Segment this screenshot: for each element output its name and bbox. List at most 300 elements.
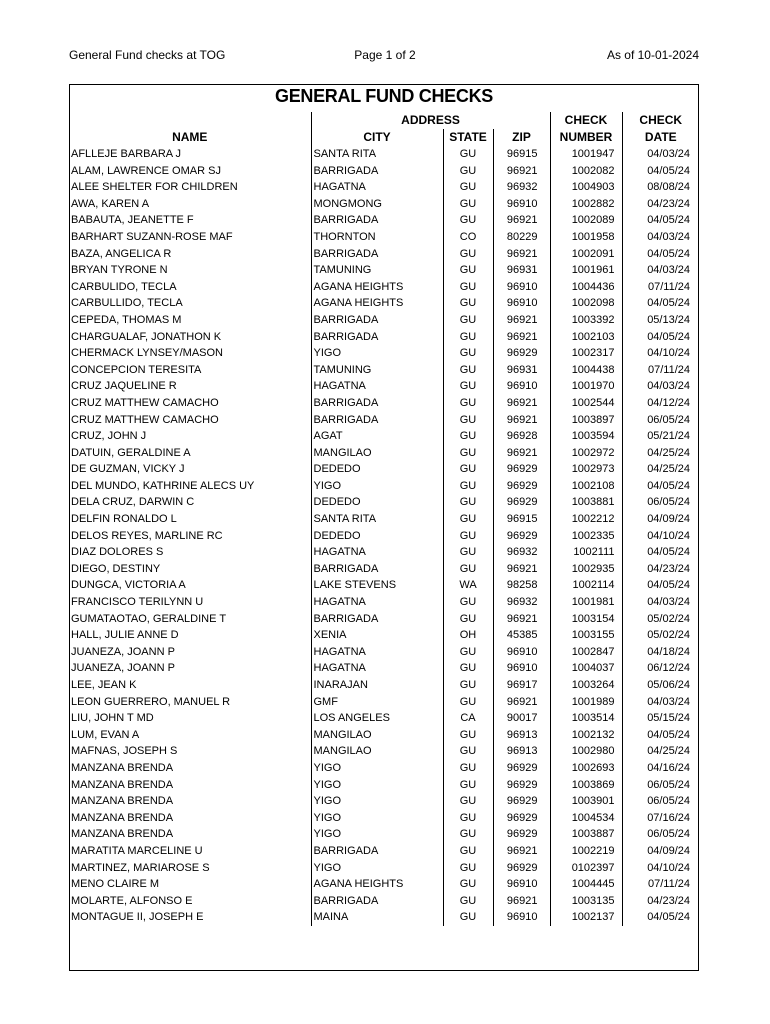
cell-zip: 96921 [493, 329, 550, 346]
cell-check-date: 06/05/24 [622, 777, 699, 794]
cell-zip: 96929 [493, 777, 550, 794]
cell-state: GU [443, 561, 493, 578]
table-row [69, 677, 699, 694]
cell-state: OH [443, 627, 493, 644]
header-blank [69, 112, 311, 129]
cell-check-date: 04/25/24 [622, 445, 699, 462]
cell-state: GU [443, 760, 493, 777]
cell-state: GU [443, 246, 493, 263]
cell-zip: 96913 [493, 743, 550, 760]
cell-zip: 96910 [493, 295, 550, 312]
cell-name: DELOS REYES, MARLINE RC [71, 529, 223, 542]
cell-zip: 96929 [493, 494, 550, 511]
cell-check-date: 06/05/24 [622, 412, 699, 429]
cell-zip: 96931 [493, 262, 550, 279]
cell-city: AGANA HEIGHTS [311, 279, 443, 296]
cell-city: LAKE STEVENS [311, 577, 443, 594]
table-row [69, 843, 699, 860]
table-row [69, 461, 699, 478]
cell-zip: 96929 [493, 810, 550, 827]
cell-check-number: 1002082 [550, 163, 622, 180]
cell-check-date: 07/11/24 [622, 279, 699, 296]
table-row [69, 627, 699, 644]
cell-city: HAGATNA [311, 660, 443, 677]
header-zip: ZIP [493, 129, 550, 146]
cell-check-number: 1003264 [550, 677, 622, 694]
cell-city: BARRIGADA [311, 395, 443, 412]
cell-city: AGANA HEIGHTS [311, 295, 443, 312]
cell-check-date: 04/03/24 [622, 378, 699, 395]
cell-check-number: 1003155 [550, 627, 622, 644]
cell-check-number: 1004438 [550, 362, 622, 379]
cell-check-number: 1002317 [550, 345, 622, 362]
cell-check-number: 1001961 [550, 262, 622, 279]
cell-zip: 96910 [493, 196, 550, 213]
cell-check-number: 1004534 [550, 810, 622, 827]
cell-zip: 96921 [493, 694, 550, 711]
cell-state: GU [443, 494, 493, 511]
table-row [69, 743, 699, 760]
table-row [69, 561, 699, 578]
header-city: CITY [311, 129, 443, 146]
table-row [69, 511, 699, 528]
cell-zip: 96921 [493, 312, 550, 329]
cell-zip: 96921 [493, 212, 550, 229]
cell-city: MONGMONG [311, 196, 443, 213]
cell-zip: 96915 [493, 146, 550, 163]
header-check-date-top: CHECK [622, 112, 699, 129]
cell-check-date: 04/23/24 [622, 561, 699, 578]
cell-state: GU [443, 212, 493, 229]
cell-zip: 96921 [493, 395, 550, 412]
cell-zip: 96921 [493, 412, 550, 429]
cell-check-date: 04/05/24 [622, 544, 699, 561]
header-report-name: General Fund checks at TOG [69, 48, 226, 62]
cell-check-date: 05/02/24 [622, 611, 699, 628]
cell-city: BARRIGADA [311, 312, 443, 329]
cell-city: BARRIGADA [311, 163, 443, 180]
cell-name: LUM, EVAN A [71, 728, 140, 741]
cell-zip: 96921 [493, 611, 550, 628]
cell-check-date: 07/11/24 [622, 876, 699, 893]
cell-check-date: 04/16/24 [622, 760, 699, 777]
cell-check-number: 1002935 [550, 561, 622, 578]
table-body [69, 146, 699, 926]
table-row [69, 826, 699, 843]
cell-state: GU [443, 511, 493, 528]
cell-city: YIGO [311, 793, 443, 810]
cell-zip: 96921 [493, 246, 550, 263]
cell-check-date: 04/10/24 [622, 528, 699, 545]
table-row [69, 860, 699, 877]
cell-name: DEL MUNDO, KATHRINE ALECS UY [71, 479, 255, 492]
cell-city: DEDEDO [311, 461, 443, 478]
cell-name: LEE, JEAN K [71, 679, 137, 691]
cell-name: CHARGUALAF, JONATHON K [71, 330, 222, 343]
cell-check-date: 04/18/24 [622, 644, 699, 661]
cell-city: XENIA [311, 627, 443, 644]
header-check-number-top: CHECK [550, 112, 622, 129]
cell-check-date: 05/02/24 [622, 627, 699, 644]
cell-state: GU [443, 644, 493, 661]
header-name: NAME [172, 130, 208, 144]
cell-name: DIEGO, DESTINY [71, 562, 161, 575]
cell-state: GU [443, 793, 493, 810]
table-row [69, 793, 699, 810]
cell-zip: 96929 [493, 461, 550, 478]
cell-check-number: 1002335 [550, 528, 622, 545]
table-row [69, 594, 699, 611]
cell-state: GU [443, 826, 493, 843]
table-row [69, 893, 699, 910]
cell-name: CHERMACK LYNSEY/MASON [71, 347, 223, 360]
cell-state: GU [443, 893, 493, 910]
cell-state: CA [443, 710, 493, 727]
cell-check-date: 04/03/24 [622, 594, 699, 611]
cell-name: GUMATAOTAO, GERALDINE T [71, 612, 227, 625]
cell-zip: 96932 [493, 594, 550, 611]
cell-name: HALL, JULIE ANNE D [71, 629, 179, 642]
cell-name: MAFNAS, JOSEPH S [71, 745, 178, 758]
table-header-row-2 [69, 129, 699, 146]
cell-check-date: 04/25/24 [622, 461, 699, 478]
cell-check-number: 1002108 [550, 478, 622, 495]
cell-check-date: 04/03/24 [622, 146, 699, 163]
cell-check-date: 05/13/24 [622, 312, 699, 329]
cell-name: MENO CLAIRE M [71, 878, 160, 891]
cell-state: GU [443, 179, 493, 196]
cell-name: MOLARTE, ALFONSO E [71, 894, 193, 907]
cell-state: GU [443, 362, 493, 379]
cell-check-number: 1002972 [550, 445, 622, 462]
cell-name: ALAM, LAWRENCE OMAR SJ [71, 164, 221, 177]
cell-city: GMF [311, 694, 443, 711]
cell-check-number: 1002114 [550, 577, 622, 594]
table-row [69, 644, 699, 661]
cell-state: GU [443, 843, 493, 860]
table-row [69, 445, 699, 462]
cell-check-number: 1001947 [550, 146, 622, 163]
table-row [69, 378, 699, 395]
cell-state: GU [443, 478, 493, 495]
cell-name: MARATITA MARCELINE U [71, 844, 203, 857]
cell-name: CARBULIDO, TECLA [71, 280, 177, 293]
cell-check-date: 04/03/24 [622, 229, 699, 246]
cell-city: DEDEDO [311, 494, 443, 511]
cell-name: MANZANA BRENDA [71, 761, 174, 774]
cell-name: JUANEZA, JOANN P [71, 662, 175, 675]
cell-city: BARRIGADA [311, 843, 443, 860]
cell-check-number: 1004445 [550, 876, 622, 893]
cell-state: GU [443, 196, 493, 213]
cell-state: GU [443, 262, 493, 279]
cell-name: BABAUTA, JEANETTE F [71, 214, 194, 227]
cell-check-date: 04/12/24 [622, 395, 699, 412]
cell-check-date: 04/05/24 [622, 909, 699, 926]
cell-check-number: 1002973 [550, 461, 622, 478]
cell-zip: 96910 [493, 644, 550, 661]
cell-city: YIGO [311, 345, 443, 362]
cell-name: CONCEPCION TERESITA [71, 363, 202, 376]
cell-name: CRUZ MATTHEW CAMACHO [71, 396, 219, 409]
cell-name: DUNGCA, VICTORIA A [71, 579, 186, 592]
cell-state: GU [443, 727, 493, 744]
cell-check-number: 1003887 [550, 826, 622, 843]
cell-state: GU [443, 694, 493, 711]
cell-name: LEON GUERRERO, MANUEL R [71, 695, 231, 708]
cell-name: CRUZ JAQUELINE R [71, 380, 177, 393]
cell-city: MANGILAO [311, 743, 443, 760]
header-date: DATE [622, 129, 699, 146]
table-row [69, 196, 699, 213]
cell-city: TAMUNING [311, 362, 443, 379]
cell-name: CRUZ, JOHN J [71, 430, 147, 443]
checks-table [69, 112, 699, 926]
cell-zip: 96929 [493, 826, 550, 843]
cell-city: MANGILAO [311, 445, 443, 462]
table-row [69, 528, 699, 545]
cell-check-number: 1003897 [550, 412, 622, 429]
cell-zip: 96910 [493, 378, 550, 395]
cell-city: BARRIGADA [311, 246, 443, 263]
cell-check-date: 05/06/24 [622, 677, 699, 694]
cell-check-number: 1002219 [550, 843, 622, 860]
cell-state: GU [443, 428, 493, 445]
cell-zip: 98258 [493, 577, 550, 594]
cell-check-date: 06/05/24 [622, 826, 699, 843]
cell-check-date: 04/05/24 [622, 478, 699, 495]
cell-name: AWA, KAREN A [71, 197, 150, 210]
cell-name: DIAZ DOLORES S [71, 546, 164, 559]
cell-check-number: 1004903 [550, 179, 622, 196]
cell-check-number: 1003154 [550, 611, 622, 628]
cell-zip: 96929 [493, 860, 550, 877]
cell-check-number: 1003594 [550, 428, 622, 445]
cell-check-number: 1002111 [550, 544, 622, 561]
cell-check-date: 04/09/24 [622, 843, 699, 860]
cell-zip: 96932 [493, 544, 550, 561]
cell-zip: 96921 [493, 893, 550, 910]
cell-zip: 96929 [493, 345, 550, 362]
header-address: ADDRESS [311, 112, 550, 129]
cell-city: HAGATNA [311, 594, 443, 611]
cell-check-number: 1001989 [550, 694, 622, 711]
cell-city: BARRIGADA [311, 561, 443, 578]
cell-zip: 96917 [493, 677, 550, 694]
cell-name: MANZANA BRENDA [71, 795, 174, 808]
cell-zip: 45385 [493, 627, 550, 644]
table-row [69, 544, 699, 561]
cell-state: GU [443, 378, 493, 395]
cell-state: GU [443, 295, 493, 312]
table-row [69, 146, 699, 163]
cell-check-number: 1002091 [550, 246, 622, 263]
cell-state: GU [443, 412, 493, 429]
cell-check-date: 04/05/24 [622, 577, 699, 594]
table-row [69, 329, 699, 346]
cell-city: LOS ANGELES [311, 710, 443, 727]
cell-check-date: 04/09/24 [622, 511, 699, 528]
cell-city: DEDEDO [311, 528, 443, 545]
table-row [69, 611, 699, 628]
page-title: GENERAL FUND CHECKS [275, 86, 493, 106]
cell-check-number: 1003881 [550, 494, 622, 511]
cell-name: DE GUZMAN, VICKY J [71, 463, 185, 476]
table-header-row-1 [69, 112, 699, 129]
cell-name: MANZANA BRENDA [71, 778, 174, 791]
cell-state: GU [443, 777, 493, 794]
table-row [69, 246, 699, 263]
cell-zip: 96929 [493, 760, 550, 777]
cell-check-number: 1003392 [550, 312, 622, 329]
cell-zip: 96921 [493, 445, 550, 462]
cell-city: HAGATNA [311, 644, 443, 661]
cell-city: THORNTON [311, 229, 443, 246]
cell-check-number: 1003901 [550, 793, 622, 810]
cell-city: TAMUNING [311, 262, 443, 279]
cell-state: GU [443, 312, 493, 329]
cell-city: AGAT [311, 428, 443, 445]
cell-state: CO [443, 229, 493, 246]
table-row [69, 279, 699, 296]
cell-city: HAGATNA [311, 544, 443, 561]
cell-check-number: 1002882 [550, 196, 622, 213]
cell-city: BARRIGADA [311, 893, 443, 910]
table-row [69, 179, 699, 196]
cell-zip: 96929 [493, 528, 550, 545]
cell-name: FRANCISCO TERILYNN U [71, 596, 204, 609]
cell-name: DATUIN, GERALDINE A [71, 446, 191, 459]
cell-check-number: 1002544 [550, 395, 622, 412]
cell-city: SANTA RITA [311, 511, 443, 528]
cell-name: AFLLEJE BARBARA J [71, 148, 182, 160]
table-row [69, 262, 699, 279]
table-row [69, 810, 699, 827]
table-row [69, 345, 699, 362]
cell-city: BARRIGADA [311, 329, 443, 346]
cell-name: CRUZ MATTHEW CAMACHO [71, 413, 219, 426]
cell-city: BARRIGADA [311, 212, 443, 229]
table-row [69, 760, 699, 777]
table-row [69, 876, 699, 893]
cell-state: GU [443, 876, 493, 893]
cell-city: YIGO [311, 860, 443, 877]
table-row [69, 909, 699, 926]
cell-check-date: 08/08/24 [622, 179, 699, 196]
cell-check-date: 06/05/24 [622, 793, 699, 810]
cell-state: GU [443, 395, 493, 412]
header-number: NUMBER [550, 129, 622, 146]
cell-name: ALEE SHELTER FOR CHILDREN [71, 181, 238, 194]
cell-zip: 80229 [493, 229, 550, 246]
cell-city: BARRIGADA [311, 412, 443, 429]
cell-state: GU [443, 329, 493, 346]
cell-check-date: 04/23/24 [622, 893, 699, 910]
table-row [69, 694, 699, 711]
cell-zip: 96910 [493, 909, 550, 926]
cell-check-number: 1002137 [550, 909, 622, 926]
cell-name: LIU, JOHN T MD [71, 712, 154, 725]
cell-name: MONTAGUE II, JOSEPH E [71, 911, 204, 924]
cell-name: MANZANA BRENDA [71, 828, 174, 841]
cell-zip: 96931 [493, 362, 550, 379]
cell-zip: 96921 [493, 561, 550, 578]
cell-check-date: 04/05/24 [622, 163, 699, 180]
cell-check-date: 05/15/24 [622, 710, 699, 727]
cell-check-number: 1004037 [550, 660, 622, 677]
cell-state: GU [443, 445, 493, 462]
cell-zip: 96913 [493, 727, 550, 744]
cell-zip: 96921 [493, 163, 550, 180]
table-row [69, 212, 699, 229]
table-row [69, 395, 699, 412]
cell-city: INARAJAN [311, 677, 443, 694]
cell-check-number: 1002847 [550, 644, 622, 661]
cell-city: YIGO [311, 810, 443, 827]
cell-check-number: 1003135 [550, 893, 622, 910]
header-as-of-date: As of 10-01-2024 [606, 48, 699, 62]
cell-city: SANTA RITA [311, 146, 443, 163]
cell-name: CEPEDA, THOMAS M [71, 313, 182, 326]
cell-state: GU [443, 611, 493, 628]
table-row [69, 478, 699, 495]
cell-city: HAGATNA [311, 378, 443, 395]
cell-check-date: 05/21/24 [622, 428, 699, 445]
cell-state: GU [443, 544, 493, 561]
cell-check-number: 1004436 [550, 279, 622, 296]
cell-city: YIGO [311, 777, 443, 794]
cell-check-date: 04/10/24 [622, 860, 699, 877]
cell-zip: 96929 [493, 478, 550, 495]
cell-city: AGANA HEIGHTS [311, 876, 443, 893]
cell-state: GU [443, 860, 493, 877]
cell-check-date: 07/16/24 [622, 810, 699, 827]
cell-state: WA [443, 577, 493, 594]
table-row [69, 660, 699, 677]
cell-name: CARBULLIDO, TECLA [71, 297, 183, 310]
cell-state: GU [443, 810, 493, 827]
cell-state: GU [443, 594, 493, 611]
cell-check-number: 1002103 [550, 329, 622, 346]
table-row [69, 428, 699, 445]
cell-state: GU [443, 279, 493, 296]
header-page-number: Page 1 of 2 [354, 48, 416, 62]
cell-state: GU [443, 345, 493, 362]
cell-check-date: 04/05/24 [622, 246, 699, 263]
cell-check-date: 04/25/24 [622, 743, 699, 760]
cell-city: YIGO [311, 826, 443, 843]
cell-check-date: 07/11/24 [622, 362, 699, 379]
cell-name: BARHART SUZANN-ROSE MAF [71, 230, 233, 243]
table-row [69, 777, 699, 794]
table-row [69, 295, 699, 312]
cell-check-number: 1002212 [550, 511, 622, 528]
cell-zip: 96910 [493, 660, 550, 677]
cell-zip: 96910 [493, 279, 550, 296]
cell-name: BRYAN TYRONE N [71, 264, 168, 277]
cell-zip: 96915 [493, 511, 550, 528]
table-row [69, 577, 699, 594]
table-row [69, 312, 699, 329]
cell-check-date: 04/03/24 [622, 694, 699, 711]
cell-name: DELFIN RONALDO L [71, 513, 177, 526]
cell-name: DELA CRUZ, DARWIN C [71, 496, 195, 509]
cell-zip: 96928 [493, 428, 550, 445]
cell-state: GU [443, 743, 493, 760]
cell-check-number: 1001981 [550, 594, 622, 611]
cell-check-date: 04/10/24 [622, 345, 699, 362]
table-row [69, 229, 699, 246]
